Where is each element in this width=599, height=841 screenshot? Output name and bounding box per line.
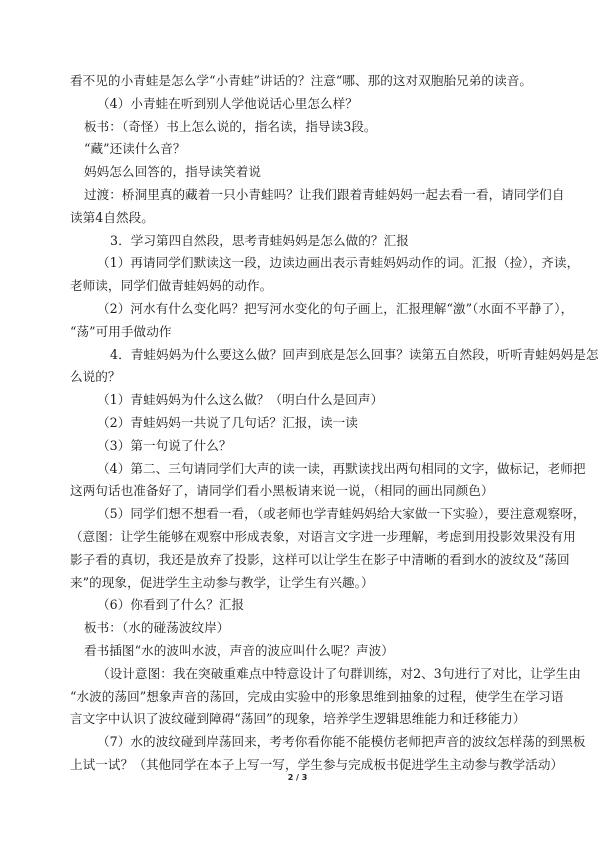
text-line: “藏”还读什么音？ <box>84 141 186 157</box>
text-line: （2）青蛙妈妈一共说了几句话？汇报，读一读 <box>97 414 358 430</box>
text-line: 上试一试？（其他同学在本子上写一写，学生参与完成板书促进学生主动参与教学活动） <box>70 756 564 772</box>
text-line: （2）河水有什么变化吗？把写河水变化的句子画上，汇报理解“激”（水面不平静了）， <box>97 300 574 316</box>
text-line: 看书插图“水的波叫水波，声音的波应叫什么呢？声波） <box>84 642 394 658</box>
text-line: “荡”可用手做动作 <box>70 323 172 339</box>
text-line: （4）小青蛙在听到别人学他说话心里怎么样？ <box>97 95 358 111</box>
text-line: 言文字中认识了波纹碰到障碍“荡回”的现象，培养学生逻辑思维能力和迁移能力） <box>70 711 526 727</box>
text-line: 么说的？ <box>70 369 121 385</box>
text-line: （6）你看到了什么？汇报 <box>97 597 245 613</box>
text-line: （设计意图：我在突破重难点中特意设计了句群训练，对2、3句进行了对比，让学生由 <box>97 665 581 681</box>
text-line: 妈妈怎么回答的，指导读笑着说 <box>84 164 262 180</box>
text-line: 读第4自然段。 <box>70 209 154 225</box>
text-line: （意图：让学生能够在观察中形成表象，对语言文字进一步理解，考虑到用投影效果没有用 <box>70 528 576 544</box>
text-line: （3）第一句说了什么？ <box>97 437 232 453</box>
text-line: 板书：（奇怪）书上怎么说的，指名读，指导读3段。 <box>84 118 377 134</box>
text-line: “水波的荡回”想象声音的荡回，完成由实验中的形象思维到抽象的过程，使学生在学习语 <box>70 688 564 704</box>
text-line: 看不见的小青蛙是怎么学“小青蛙”讲话的？注意“哪、那的这对双胞胎兄弟的读音。 <box>70 73 532 88</box>
text-line: （7）水的波纹碰到岸荡回来，考考你看你能不能模仿老师把声音的波纹怎样荡的到黑板 <box>97 734 586 750</box>
text-line: 4．青蛙妈妈为什么要这么做？回声到底是怎么回事？读第五自然段，听听青蛙妈妈是怎 <box>110 346 599 362</box>
text-line: 来”的现象，促进学生主动参与教学，让学生有兴趣。） <box>70 574 374 590</box>
text-line: 板书：（水的碰荡波纹岸） <box>84 620 230 636</box>
text-line: 这两句话也准备好了，请同学们看小黑板请来说一说，（相同的画出同颜色） <box>70 483 494 499</box>
text-line: （4）第二、三句请同学们大声的读一读，再默读找出两句相同的文字，做标记，老师把 <box>97 460 586 476</box>
text-line: 3．学习第四自然段，思考青蛙妈妈是怎么做的？汇报 <box>110 232 409 248</box>
text-line: （1）青蛙妈妈为什么这么做？（明白什么是回声） <box>97 392 384 408</box>
text-line: 过渡：桥洞里真的藏着一只小青蛙吗？让我们跟着青蛙妈妈一起去看一看，请同学们自 <box>84 186 565 202</box>
text-line: （1）再请同学们默读这一段，边读边画出表示青蛙妈妈动作的词。汇报（捡），齐读， <box>97 255 580 271</box>
document-body <box>70 70 599 777</box>
text-line: （5）同学们想不想看一看，（或老师也学青蛙妈妈给大家做一下实验），要注意观察呀， <box>97 506 586 522</box>
page-number: 2 / 3 <box>287 773 308 782</box>
text-line: 老师读，同学们做青蛙妈妈的动作。 <box>70 278 273 294</box>
text-line: 影子看的真切，我还是放弃了投影，这样可以让学生在影子中清晰的看到水的波纹及“荡回 <box>70 551 570 567</box>
